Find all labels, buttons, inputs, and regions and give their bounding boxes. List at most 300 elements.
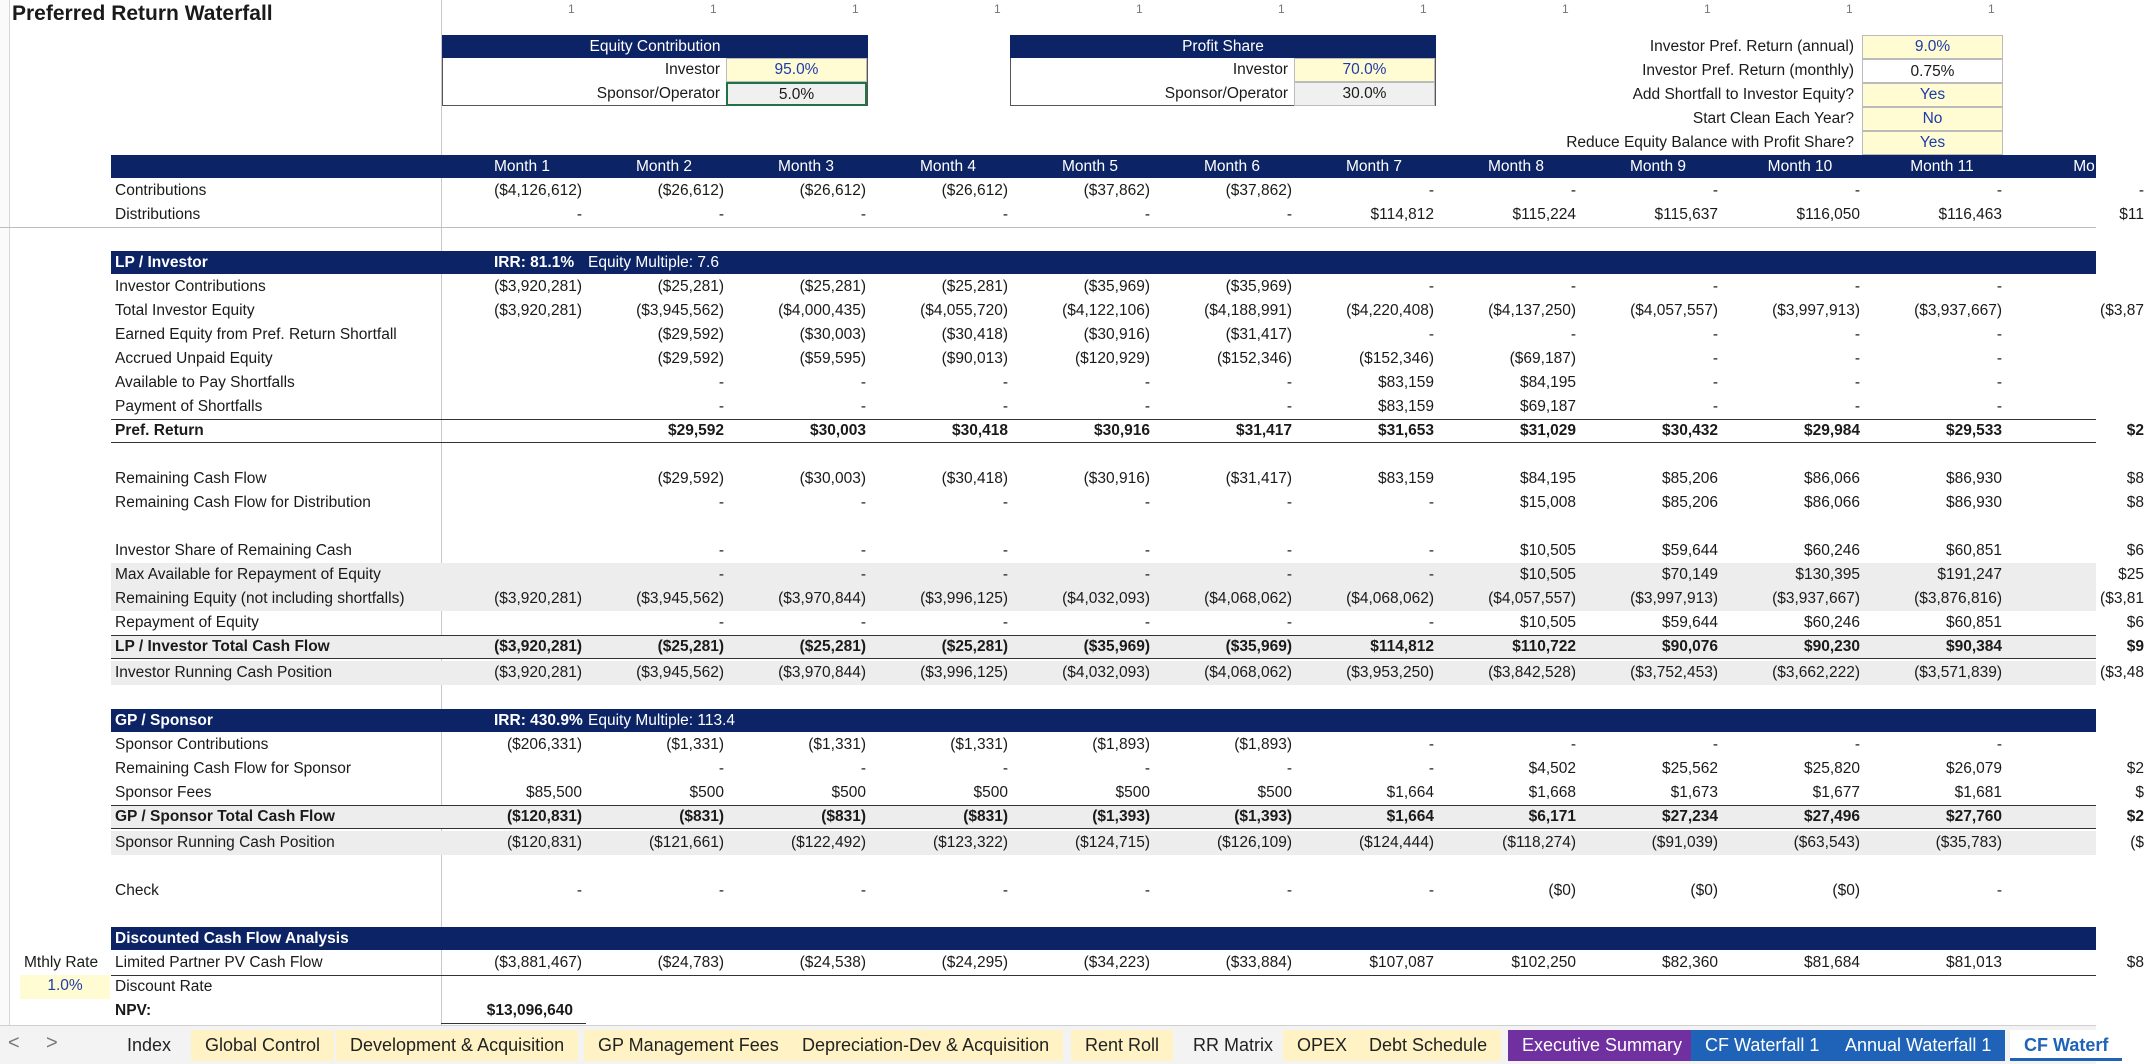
cell-value[interactable]: - xyxy=(1286,374,1292,391)
cell-value[interactable]: ($3,997,913) xyxy=(1772,302,1860,319)
column-divider xyxy=(441,0,442,1025)
cell-value[interactable]: ($0) xyxy=(1832,882,1860,899)
cell-value[interactable]: - xyxy=(1854,374,1860,391)
cell-value[interactable]: ($35,969) xyxy=(1083,638,1150,655)
cell-value[interactable]: ($3,876,816) xyxy=(1914,590,2002,607)
cell-value[interactable]: - xyxy=(1428,882,1434,899)
cell-value[interactable]: $29,533 xyxy=(1945,422,2002,439)
cell-value[interactable]: - xyxy=(1002,398,1008,415)
cell-value[interactable]: ($1,393) xyxy=(1234,808,1292,825)
cell-value[interactable]: $29,984 xyxy=(1803,422,1860,439)
cell-value[interactable]: ($24,783) xyxy=(657,954,724,971)
cell-value[interactable]: - xyxy=(1002,374,1008,391)
cell-value[interactable]: ($4,122,106) xyxy=(1062,302,1150,319)
cell-value[interactable]: - xyxy=(1002,614,1008,631)
cell-value[interactable]: ($69,187) xyxy=(1509,350,1576,367)
cell-value[interactable]: ($31,417) xyxy=(1225,470,1292,487)
cell-value[interactable]: ($30,418) xyxy=(941,326,1008,343)
cell-value[interactable]: ($29,592) xyxy=(657,326,724,343)
cell-value[interactable]: $130,395 xyxy=(1795,566,1860,583)
cell-value[interactable]: ($29,592) xyxy=(657,350,724,367)
cell-value[interactable]: $1,668 xyxy=(1528,784,1576,801)
cell-value[interactable]: $85,206 xyxy=(1661,470,1718,487)
sheet-tab[interactable]: Development & Acquisition xyxy=(336,1030,578,1061)
cell-value[interactable]: - xyxy=(718,398,724,415)
cell-value[interactable]: ($91,039) xyxy=(1651,834,1718,851)
sheet-tab[interactable]: CF Waterfall 1 xyxy=(1691,1030,1833,1061)
cell-value[interactable]: - xyxy=(718,882,724,899)
cell-value[interactable]: ($3,945,562) xyxy=(636,302,724,319)
cell-value[interactable]: $60,246 xyxy=(1803,614,1860,631)
cell-value[interactable]: - xyxy=(1286,206,1292,223)
cell-value[interactable]: $115,637 xyxy=(1654,206,1718,223)
cell-value[interactable]: ($3,571,839) xyxy=(1914,664,2002,681)
cell-value[interactable]: $27,760 xyxy=(1945,808,2002,825)
sheet-tab[interactable]: Executive Summary xyxy=(1508,1030,1696,1061)
cell-value[interactable]: $1,677 xyxy=(1812,784,1860,801)
cell-value[interactable]: - xyxy=(860,542,866,559)
cell-value[interactable]: $115,224 xyxy=(1512,206,1576,223)
cell-value[interactable]: $27,496 xyxy=(1803,808,1860,825)
cell-value[interactable]: $2 xyxy=(2126,422,2144,439)
cell-value[interactable]: - xyxy=(576,206,582,223)
cell-value[interactable]: ($1,893) xyxy=(1092,736,1150,753)
cell-value[interactable]: ($0) xyxy=(1690,882,1718,899)
cell-value[interactable]: - xyxy=(860,760,866,777)
tab-next-arrow[interactable]: > xyxy=(46,1032,58,1054)
npv-value[interactable]: $13,096,640 xyxy=(486,1002,573,1019)
cell-value[interactable]: ($3,920,281) xyxy=(494,278,582,295)
cell-value[interactable]: ($4,032,093) xyxy=(1062,664,1150,681)
cell-value[interactable]: $25,820 xyxy=(1803,760,1860,777)
cell-value[interactable]: ($3,920,281) xyxy=(494,638,582,655)
cell-value[interactable]: ($3,81 xyxy=(2100,590,2144,607)
cell-value[interactable]: ($4,188,991) xyxy=(1204,302,1292,319)
cell-value[interactable]: ($118,274) xyxy=(1502,834,1576,851)
cell-value[interactable]: ($120,929) xyxy=(1075,350,1150,367)
cell-value[interactable]: $500 xyxy=(831,784,866,801)
cell-value[interactable]: - xyxy=(1428,278,1434,295)
cell-value[interactable]: ($122,492) xyxy=(791,834,866,851)
cell-value[interactable]: ($3,970,844) xyxy=(778,590,866,607)
cell-value[interactable]: ($4,126,612) xyxy=(494,182,582,199)
cell-value[interactable]: $191,247 xyxy=(1937,566,2002,583)
cell-value[interactable]: $60,851 xyxy=(1945,542,2002,559)
cell-value[interactable]: $82,360 xyxy=(1661,954,1718,971)
cell-value[interactable]: - xyxy=(1002,566,1008,583)
cell-value[interactable]: ($35,783) xyxy=(1935,834,2002,851)
cell-value[interactable]: $6 xyxy=(2126,542,2144,559)
cell-value[interactable]: ($3,920,281) xyxy=(494,590,582,607)
cell-value[interactable]: - xyxy=(1144,206,1150,223)
cell-value[interactable]: $500 xyxy=(1115,784,1150,801)
cell-value[interactable]: - xyxy=(1286,494,1292,511)
cell-value[interactable]: $30,916 xyxy=(1093,422,1150,439)
cell-value[interactable]: - xyxy=(860,374,866,391)
cell-value[interactable]: ($3,881,467) xyxy=(494,954,582,971)
cell-value[interactable]: ($831) xyxy=(679,808,724,825)
cell-value[interactable]: - xyxy=(860,206,866,223)
cell-value[interactable]: ($4,220,408) xyxy=(1346,302,1434,319)
cell-value[interactable]: ($37,862) xyxy=(1083,182,1150,199)
sheet-tab[interactable]: OPEX xyxy=(1283,1030,1361,1061)
cell-value[interactable]: ($3,752,453) xyxy=(1630,664,1718,681)
cell-value[interactable]: $90,384 xyxy=(1945,638,2002,655)
cell-value[interactable]: - xyxy=(1712,326,1718,343)
cell-value[interactable]: ($124,444) xyxy=(1359,834,1434,851)
cell-value[interactable]: ($ xyxy=(2130,834,2144,851)
cell-value[interactable]: ($1,331) xyxy=(808,736,866,753)
cell-value[interactable]: - xyxy=(1996,278,2002,295)
cell-value[interactable]: $ xyxy=(2135,784,2144,801)
cell-value[interactable]: - xyxy=(576,882,582,899)
cell-value[interactable]: $8 xyxy=(2126,954,2144,971)
cell-value[interactable]: - xyxy=(1712,278,1718,295)
cell-value[interactable]: ($25,281) xyxy=(657,278,724,295)
cell-value[interactable]: ($0) xyxy=(1548,882,1576,899)
cell-value[interactable]: - xyxy=(1712,350,1718,367)
cell-value[interactable]: - xyxy=(1854,350,1860,367)
cell-value[interactable]: - xyxy=(860,882,866,899)
cell-value[interactable]: $2 xyxy=(2126,808,2144,825)
cell-value[interactable]: ($3,842,528) xyxy=(1488,664,1576,681)
cell-value[interactable]: $70,149 xyxy=(1661,566,1718,583)
profit-investor-input[interactable]: 70.0% xyxy=(1294,58,1435,82)
cell-value[interactable]: $31,417 xyxy=(1235,422,1292,439)
cell-value[interactable]: ($30,916) xyxy=(1083,470,1150,487)
cell-value[interactable]: $116,463 xyxy=(1938,206,2002,223)
cell-value[interactable]: ($35,969) xyxy=(1083,278,1150,295)
cell-value[interactable]: $83,159 xyxy=(1377,470,1434,487)
cell-value[interactable]: $59,644 xyxy=(1661,614,1718,631)
setting-value[interactable]: 0.75% xyxy=(1862,59,2003,83)
cell-value[interactable]: - xyxy=(1712,374,1718,391)
cell-value[interactable]: - xyxy=(1286,566,1292,583)
cell-value[interactable]: ($3,953,250) xyxy=(1346,664,1434,681)
cell-value[interactable]: ($3,970,844) xyxy=(778,664,866,681)
profit-sponsor-cell[interactable]: 30.0% xyxy=(1294,82,1435,106)
cell-value[interactable]: ($25,281) xyxy=(941,638,1008,655)
cell-value[interactable]: $86,930 xyxy=(1945,470,2002,487)
equity-sponsor-cell[interactable]: 5.0% xyxy=(726,82,867,106)
cell-value[interactable]: $6,171 xyxy=(1528,808,1576,825)
cell-value[interactable]: - xyxy=(1996,398,2002,415)
cell-value[interactable]: ($26,612) xyxy=(657,182,724,199)
cell-value[interactable]: - xyxy=(1002,206,1008,223)
cell-value[interactable]: - xyxy=(1286,614,1292,631)
cell-value[interactable]: ($37,862) xyxy=(1225,182,1292,199)
cell-value[interactable]: ($63,543) xyxy=(1793,834,1860,851)
cell-value[interactable]: ($30,003) xyxy=(799,326,866,343)
cell-value[interactable]: ($121,661) xyxy=(649,834,724,851)
cell-value[interactable]: - xyxy=(1428,494,1434,511)
cell-value[interactable]: ($24,538) xyxy=(799,954,866,971)
cell-value[interactable]: $10,505 xyxy=(1519,566,1576,583)
cell-value[interactable]: - xyxy=(1144,374,1150,391)
cell-value[interactable]: ($3,996,125) xyxy=(920,664,1008,681)
cell-value[interactable]: ($29,592) xyxy=(657,470,724,487)
cell-value[interactable]: $81,013 xyxy=(1945,954,2002,971)
cell-value[interactable]: $60,851 xyxy=(1945,614,2002,631)
cell-value[interactable]: - xyxy=(1144,566,1150,583)
cell-value[interactable]: - xyxy=(1002,494,1008,511)
cell-value[interactable]: ($4,055,720) xyxy=(920,302,1008,319)
cell-value[interactable]: ($3,997,913) xyxy=(1630,590,1718,607)
cell-value[interactable]: ($4,068,062) xyxy=(1204,664,1292,681)
cell-value[interactable]: ($30,003) xyxy=(799,470,866,487)
cell-value[interactable]: ($1,331) xyxy=(666,736,724,753)
sheet-tab[interactable]: Depreciation-Dev & Acquisition xyxy=(788,1030,1063,1061)
cell-value[interactable]: - xyxy=(2138,182,2144,199)
cell-value[interactable]: - xyxy=(1144,398,1150,415)
cell-value[interactable]: ($26,612) xyxy=(799,182,866,199)
cell-value[interactable]: $86,930 xyxy=(1945,494,2002,511)
cell-value[interactable]: - xyxy=(1286,398,1292,415)
cell-value[interactable]: $500 xyxy=(973,784,1008,801)
cell-value[interactable]: ($3,48 xyxy=(2100,664,2144,681)
cell-value[interactable]: - xyxy=(1996,326,2002,343)
cell-value[interactable]: ($1,893) xyxy=(1234,736,1292,753)
cell-value[interactable]: $10,505 xyxy=(1519,614,1576,631)
setting-value[interactable]: Yes xyxy=(1862,131,2003,155)
cell-value[interactable]: - xyxy=(718,494,724,511)
cell-value[interactable]: ($90,013) xyxy=(941,350,1008,367)
cell-value[interactable]: ($25,281) xyxy=(657,638,724,655)
cell-value[interactable]: $25,562 xyxy=(1661,760,1718,777)
cell-value[interactable]: - xyxy=(1428,182,1434,199)
sheet-tab[interactable]: Rent Roll xyxy=(1071,1030,1173,1061)
cell-value[interactable]: - xyxy=(1570,278,1576,295)
cell-value[interactable]: $25 xyxy=(2118,566,2144,583)
cell-value[interactable]: $60,246 xyxy=(1803,542,1860,559)
cell-value[interactable]: ($4,068,062) xyxy=(1204,590,1292,607)
sheet-tab[interactable]: GP Management Fees xyxy=(584,1030,793,1061)
cell-value[interactable]: $102,250 xyxy=(1511,954,1576,971)
sheet-tab[interactable]: CF Waterf xyxy=(2010,1030,2122,1061)
cell-value[interactable]: ($1,393) xyxy=(1092,808,1150,825)
cell-value[interactable]: $30,418 xyxy=(951,422,1008,439)
cell-value[interactable]: $1,681 xyxy=(1954,784,2002,801)
cell-value[interactable]: ($3,945,562) xyxy=(636,590,724,607)
mthly-rate-input[interactable]: 1.0% xyxy=(20,975,110,999)
discount-rate-label: Discount Rate xyxy=(115,978,213,995)
cell-value[interactable]: - xyxy=(1428,736,1434,753)
cell-value[interactable]: ($4,032,093) xyxy=(1062,590,1150,607)
cell-value[interactable]: $31,653 xyxy=(1377,422,1434,439)
cell-value[interactable]: - xyxy=(718,206,724,223)
cell-value[interactable]: $1,664 xyxy=(1386,808,1434,825)
sheet-tab[interactable]: Global Control xyxy=(191,1030,334,1061)
cell-value[interactable]: - xyxy=(860,566,866,583)
cell-value[interactable]: - xyxy=(1428,566,1434,583)
cell-value[interactable]: ($35,969) xyxy=(1225,638,1292,655)
cell-value[interactable]: - xyxy=(1144,614,1150,631)
cell-value[interactable]: $1,673 xyxy=(1670,784,1718,801)
cell-value[interactable]: - xyxy=(1002,882,1008,899)
cell-value[interactable]: $1,664 xyxy=(1386,784,1434,801)
cell-value[interactable]: $81,684 xyxy=(1803,954,1860,971)
cell-value[interactable]: - xyxy=(1570,182,1576,199)
cell-value[interactable]: $27,234 xyxy=(1661,808,1718,825)
cell-value[interactable]: - xyxy=(1996,182,2002,199)
cell-value[interactable]: - xyxy=(1854,278,1860,295)
cell-value[interactable]: $84,195 xyxy=(1519,470,1576,487)
cell-value[interactable]: ($3,920,281) xyxy=(494,302,582,319)
sheet-tab[interactable]: Debt Schedule xyxy=(1355,1030,1501,1061)
cell-value[interactable]: $85,500 xyxy=(525,784,582,801)
cell-value[interactable]: $86,066 xyxy=(1803,494,1860,511)
cell-value[interactable]: ($831) xyxy=(821,808,866,825)
setting-value[interactable]: Yes xyxy=(1862,83,2003,107)
cell-value[interactable]: $2 xyxy=(2126,760,2144,777)
cell-value[interactable]: $83,159 xyxy=(1377,398,1434,415)
cell-value[interactable]: $114,812 xyxy=(1370,638,1434,655)
cell-value[interactable]: - xyxy=(1002,760,1008,777)
cell-value[interactable]: ($3,996,125) xyxy=(920,590,1008,607)
cell-value[interactable]: - xyxy=(1996,350,2002,367)
cell-value[interactable]: $83,159 xyxy=(1377,374,1434,391)
cell-value[interactable]: - xyxy=(1286,882,1292,899)
cell-value[interactable]: ($25,281) xyxy=(799,278,866,295)
cell-value[interactable]: - xyxy=(1996,882,2002,899)
cell-value[interactable]: - xyxy=(1144,760,1150,777)
cell-value[interactable]: - xyxy=(718,614,724,631)
cell-value[interactable]: - xyxy=(718,566,724,583)
cell-value[interactable]: - xyxy=(1712,398,1718,415)
sheet-tab[interactable]: Annual Waterfall 1 xyxy=(1831,1030,2005,1061)
cell-value[interactable]: - xyxy=(1428,542,1434,559)
cell-value[interactable]: ($124,715) xyxy=(1075,834,1150,851)
cell-value[interactable]: $11 xyxy=(2119,206,2144,223)
lp-row-label: Available to Pay Shortfalls xyxy=(115,374,295,391)
cell-value[interactable]: $90,230 xyxy=(1803,638,1860,655)
cell-value[interactable]: - xyxy=(860,614,866,631)
cell-value[interactable]: ($4,057,557) xyxy=(1630,302,1718,319)
cell-value[interactable]: $26,079 xyxy=(1945,760,2002,777)
cell-value[interactable]: ($33,884) xyxy=(1225,954,1292,971)
cell-value[interactable]: - xyxy=(1996,736,2002,753)
cell-value[interactable]: ($34,223) xyxy=(1083,954,1150,971)
cell-value[interactable]: ($25,281) xyxy=(941,278,1008,295)
cell-value[interactable]: ($4,057,557) xyxy=(1488,590,1576,607)
cell-value[interactable]: ($24,295) xyxy=(941,954,1008,971)
cell-value[interactable]: $30,432 xyxy=(1661,422,1718,439)
setting-value[interactable]: 9.0% xyxy=(1862,35,2003,59)
cell-value[interactable]: - xyxy=(1286,542,1292,559)
cell-value[interactable]: - xyxy=(1712,182,1718,199)
sheet-tab[interactable]: Index xyxy=(127,1035,172,1055)
cell-value[interactable]: - xyxy=(1854,398,1860,415)
cell-value[interactable]: ($3,937,667) xyxy=(1772,590,1860,607)
cell-value[interactable]: ($30,916) xyxy=(1083,326,1150,343)
cell-value[interactable]: ($3,662,222) xyxy=(1772,664,1860,681)
cell-value[interactable]: - xyxy=(1428,326,1434,343)
cell-value[interactable]: ($831) xyxy=(963,808,1008,825)
cell-value[interactable]: $9 xyxy=(2126,638,2144,655)
cell-value[interactable]: ($4,000,435) xyxy=(778,302,866,319)
cell-value[interactable]: - xyxy=(718,374,724,391)
equity-investor-input[interactable]: 95.0% xyxy=(726,58,867,82)
cell-value[interactable]: ($26,612) xyxy=(941,182,1008,199)
cell-value[interactable]: ($206,331) xyxy=(507,736,582,753)
cell-value[interactable]: $10,505 xyxy=(1519,542,1576,559)
cell-value[interactable]: ($120,831) xyxy=(507,834,582,851)
cell-value[interactable]: $86,066 xyxy=(1803,470,1860,487)
cell-value[interactable]: ($3,945,562) xyxy=(636,664,724,681)
tab-prev-arrow[interactable]: < xyxy=(8,1032,20,1054)
cell-value[interactable]: - xyxy=(1144,494,1150,511)
cell-value[interactable]: - xyxy=(1428,614,1434,631)
cell-value[interactable]: ($3,87 xyxy=(2100,302,2144,319)
setting-value[interactable]: No xyxy=(1862,107,2003,131)
cell-value[interactable]: ($152,346) xyxy=(1217,350,1292,367)
cell-value[interactable]: - xyxy=(1144,542,1150,559)
cell-value[interactable]: ($4,137,250) xyxy=(1488,302,1576,319)
cell-value[interactable]: $4,502 xyxy=(1528,760,1576,777)
cell-value[interactable]: ($25,281) xyxy=(799,638,866,655)
cell-value[interactable]: - xyxy=(1002,542,1008,559)
cell-value[interactable]: - xyxy=(1144,882,1150,899)
cell-value[interactable]: ($152,346) xyxy=(1359,350,1434,367)
cell-value[interactable]: $116,050 xyxy=(1796,206,1860,223)
cell-value[interactable]: - xyxy=(1428,760,1434,777)
cell-value[interactable]: - xyxy=(1854,736,1860,753)
cell-value[interactable]: ($31,417) xyxy=(1225,326,1292,343)
sheet-tab[interactable]: RR Matrix xyxy=(1193,1035,1273,1055)
cell-value[interactable]: $90,076 xyxy=(1661,638,1718,655)
cell-value[interactable]: $6 xyxy=(2126,614,2144,631)
cell-value[interactable]: $69,187 xyxy=(1519,398,1576,415)
cell-value[interactable]: ($3,937,667) xyxy=(1914,302,2002,319)
cell-value[interactable]: - xyxy=(1286,760,1292,777)
setting-label: Reduce Equity Balance with Profit Share? xyxy=(1566,134,1854,151)
cell-value[interactable]: ($35,969) xyxy=(1225,278,1292,295)
cell-value[interactable]: $500 xyxy=(689,784,724,801)
cell-value[interactable]: $114,812 xyxy=(1370,206,1434,223)
cell-value[interactable]: ($59,595) xyxy=(799,350,866,367)
cell-value[interactable]: - xyxy=(1854,182,1860,199)
cell-value[interactable]: $59,644 xyxy=(1661,542,1718,559)
cell-value[interactable]: - xyxy=(1570,326,1576,343)
cell-value[interactable]: $31,029 xyxy=(1519,422,1576,439)
cell-value[interactable]: ($30,418) xyxy=(941,470,1008,487)
cell-value[interactable]: $500 xyxy=(1257,784,1292,801)
cell-value[interactable]: - xyxy=(1996,374,2002,391)
cell-value[interactable]: $8 xyxy=(2126,470,2144,487)
cell-value[interactable]: ($126,109) xyxy=(1217,834,1292,851)
cell-value[interactable]: ($1,331) xyxy=(950,736,1008,753)
cell-value[interactable]: - xyxy=(1712,736,1718,753)
cell-value[interactable]: - xyxy=(718,542,724,559)
cell-value[interactable]: - xyxy=(860,398,866,415)
cell-value[interactable]: $84,195 xyxy=(1519,374,1576,391)
cell-value[interactable]: $30,003 xyxy=(809,422,866,439)
cell-value[interactable]: - xyxy=(860,494,866,511)
cell-value[interactable]: $107,087 xyxy=(1369,954,1434,971)
cell-value[interactable]: ($120,831) xyxy=(507,808,582,825)
cell-value[interactable]: $29,592 xyxy=(667,422,724,439)
cell-value[interactable]: ($4,068,062) xyxy=(1346,590,1434,607)
cell-value[interactable]: $85,206 xyxy=(1661,494,1718,511)
cell-value[interactable]: - xyxy=(718,760,724,777)
cell-value[interactable]: - xyxy=(1570,736,1576,753)
cell-value[interactable]: - xyxy=(1854,326,1860,343)
cell-value[interactable]: ($3,920,281) xyxy=(494,664,582,681)
cell-value[interactable]: $15,008 xyxy=(1519,494,1576,511)
cell-value[interactable]: $8 xyxy=(2126,494,2144,511)
cell-value[interactable]: $110,722 xyxy=(1512,638,1576,655)
cell-value[interactable]: ($123,322) xyxy=(933,834,1008,851)
